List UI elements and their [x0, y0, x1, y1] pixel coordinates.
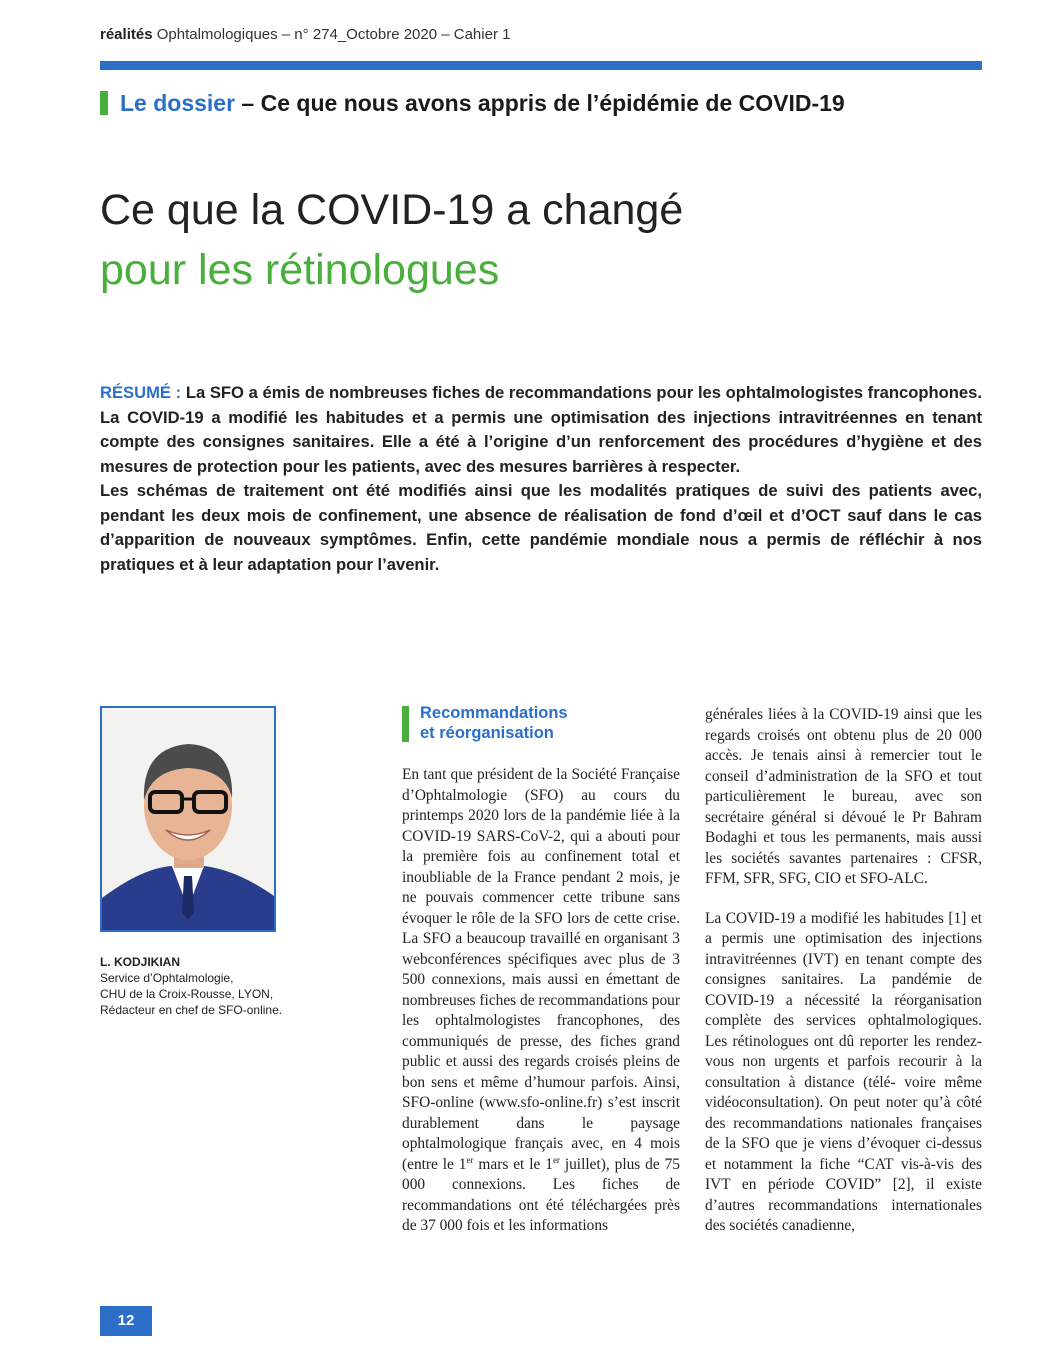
abstract-text1: La SFO a émis de nombreuses fiches de recommandations pour les ophtalmologistes francophones. La COVID-19 a modifié les habitudes et a permis une optimisation des injections intravitréennes en tenant compte des consignes sanitaires. Elle a été à l’origine d’un renforcement des procédures d’hygiène et des mesures de protection pour les patients, avec des mesures barrières à respecter.: [100, 383, 982, 476]
superscript-er-1: er: [466, 1154, 474, 1165]
body-text-b: mars et le 1: [473, 1155, 553, 1173]
superscript-er-2: er: [552, 1154, 560, 1165]
author-name: L. KODJIKIAN: [100, 955, 181, 969]
abstract-para1: [100, 381, 982, 479]
journal-header: [100, 26, 510, 43]
body-text-c: juillet), plus de 75 000 connexions. Les fiches de recommandations ont été téléchargées près de 37 000 fois et les informations: [402, 1155, 680, 1234]
journal-brand: réalités: [100, 26, 153, 43]
body-paragraph-continued: générales liées à la COVID-19 ainsi que les regards croisés ont obtenu plus de 20 000 accès. Je tenais ainsi à remercier tout le conseil d’administration de la SFO et tout particulièrement le bureau, avec son secrétaire général si dévoué le Pr Bahram Bodaghi et tous les permanents, mais aussi les sociétés savantes partenaires : CFSR, FFM, SFR, SFG, CIO et SFO-ALC.: [705, 706, 982, 887]
abstract-para2: Les schémas de traitement ont été modifiés ainsi que les modalités pratiques de suivi des patients avec, pendant les deux mois de confinement, une absence de réalisation de fond d’œil et d’OCT sauf dans le cas d’apparition de nouveaux symptômes. Enfin, cette pandémie mondiale nous a permis de réfléchir à nos pratiques et à leur adaptation pour l’avenir.: [100, 481, 982, 574]
section-title: [420, 703, 568, 743]
dossier-heading: [100, 90, 845, 117]
dossier-title: Ce que nous avons appris de l’épidémie de COVID-19: [260, 90, 845, 116]
author-photo: [100, 706, 276, 932]
section-title-line1: Recommandations: [420, 704, 568, 722]
page-number: 12: [100, 1306, 152, 1336]
article-title-line2: pour les rétinologues: [100, 246, 500, 294]
portrait-illustration: [102, 708, 274, 930]
journal-issue: Ophtalmologiques – n° 274_Octobre 2020 – Cahier 1: [156, 26, 511, 43]
author-affiliation-2: CHU de la Croix-Rousse, LYON,: [100, 987, 274, 1001]
dossier-label: Le dossier: [120, 90, 236, 116]
body-paragraph-2: La COVID-19 a modifié les habitudes [1] et a permis une optimisation des injections intravitréennes (IVT) en tenant compte des consignes sanitaires. La pandémie de COVID-19 a nécessité la réorganisation complète des services ophtalmologiques. Les rétinologues ont dû reporter les rendez-vous non urgents et parfois recourir à la consultation à distance (télé- voire même vidéoconsultation). On peut noter qu’à côté des recommandations nationales françaises de la SFO que je viens d’évoquer ci-dessus et notamment la fiche “CAT vis-à-vis des IVT en période COVID” [2], il existe d’autres recommandations internationales des sociétés canadienne,: [705, 909, 982, 1234]
author-affiliation-1: Service d’Ophtalmologie,: [100, 971, 234, 985]
abstract-label: RÉSUMÉ :: [100, 383, 182, 402]
header-rule: [100, 61, 982, 70]
dossier-separator: –: [235, 90, 261, 116]
author-affiliation-3: Rédacteur en chef de SFO-online.: [100, 1003, 283, 1017]
dossier-marker: [100, 91, 108, 115]
body-column-1: [402, 765, 680, 1237]
body-text-a: En tant que président de la Société Française d’Ophtalmologie (SFO) au cours du printemps 2020 lors de la pandémie liée à la COVID-19 SARS-CoV-2, qui a abouti pour la première fois au confinement total et inoubliable de la France pendant 2 mois, je ne pouvais commencer cette tribune sans évoquer le rôle de la SFO lors de cette crise. La SFO a beaucoup travaillé en organisant 3 webconférences spécifiques avec plus de 3 500 connexions, mais aussi en émettant de nombreuses fiches de recommandations pour les ophtalmologistes francophones, des communiqués de presse, des fiches grand public et aussi des regards croisés pleins de bon sens et même d’humour parfois. Ainsi, SFO-online (www.sfo-online.fr) s’est inscrit durablement dans le paysage ophtalmologique français avec, en 4 mois (entre le 1: [402, 766, 680, 1173]
body-paragraph: [402, 765, 680, 1237]
body-column-2: [705, 705, 982, 1237]
author-block: [100, 954, 282, 1018]
abstract: [100, 381, 982, 577]
section-marker: [402, 706, 409, 742]
article-title-line1: Ce que la COVID-19 a changé: [100, 186, 684, 234]
section-title-line2: et réorganisation: [420, 724, 554, 742]
